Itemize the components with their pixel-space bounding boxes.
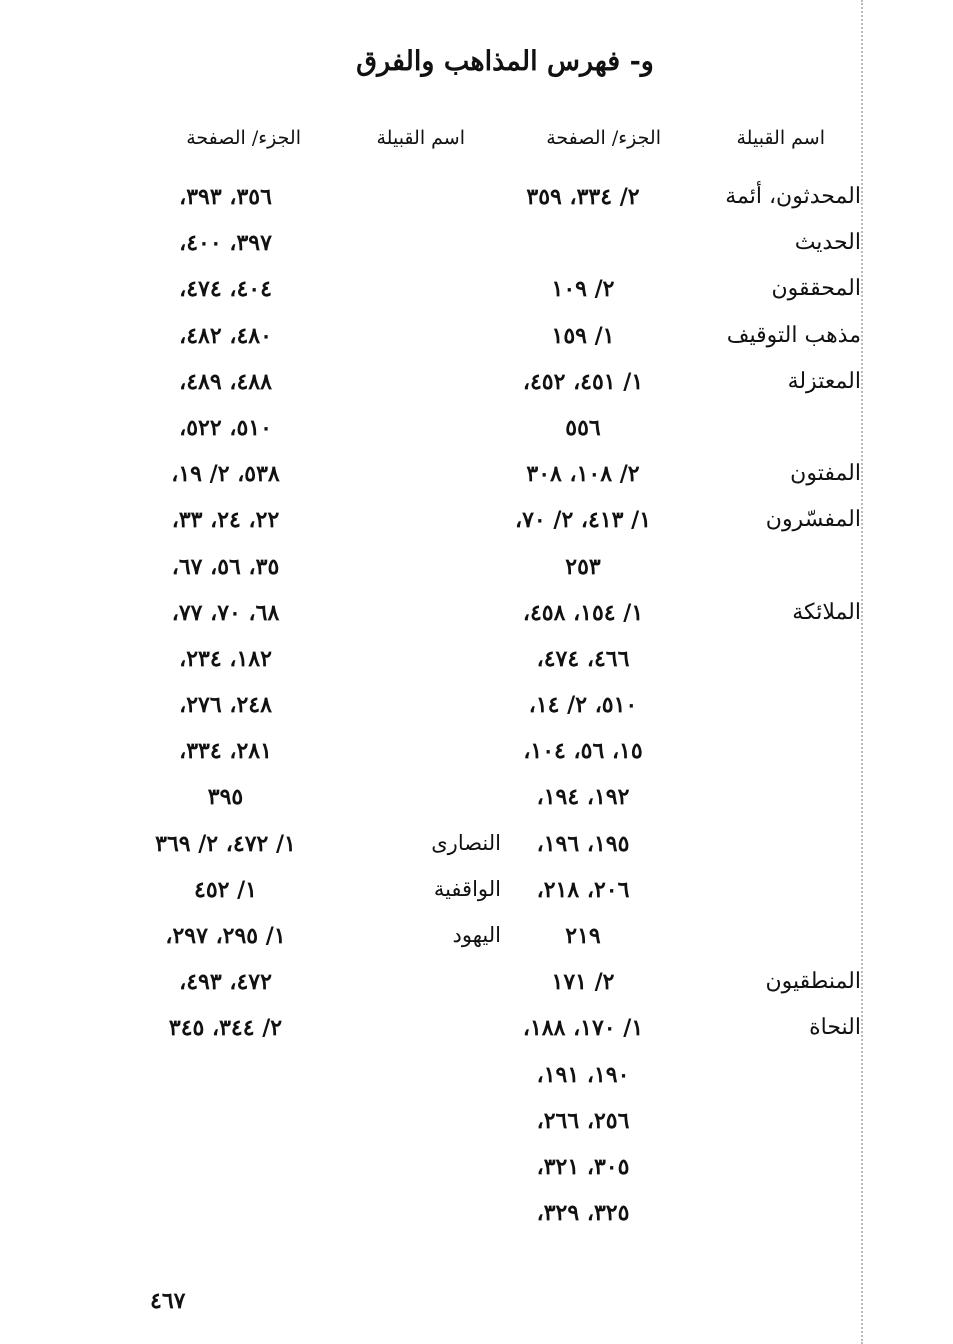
page-refs-1: ٣٢٥، ٣٢٩،	[536, 1200, 630, 1227]
page-refs-2: ٤٠٤، ٤٧٤،	[179, 276, 272, 303]
page-refs-1: ٢/ ١٠٩	[551, 276, 615, 303]
page-refs-2: ٤٨٨، ٤٨٩،	[179, 368, 272, 395]
page-refs-2: ٥١٠، ٥٢٢،	[179, 414, 272, 441]
page-refs-1: ٢١٩	[565, 923, 601, 949]
page-refs-1: ٢/ ٣٣٤، ٣٥٩	[526, 184, 640, 210]
page-refs-1: ٥١٠، ٢/ ١٤،	[528, 692, 638, 719]
page-refs-2: ٦٨، ٧٠، ٧٧،	[171, 599, 280, 626]
page-refs-2: ٢٢، ٢٤، ٣٣،	[171, 507, 280, 534]
page-refs-2: ٢٤٨، ٢٧٦،	[179, 692, 272, 719]
header-pages-col-1: الجزء/ الصفحة	[546, 127, 661, 149]
index-row	[0, 1200, 953, 1246]
index-row	[0, 230, 953, 276]
index-row	[0, 784, 953, 830]
index-row	[0, 415, 953, 461]
page-refs-1: ١/ ١٥٤، ٤٥٨،	[522, 599, 644, 626]
page-refs-2: ١/ ٢٩٥، ٢٩٧،	[165, 923, 286, 949]
header-pages-col-2: الجزء/ الصفحة	[186, 127, 301, 149]
page-refs-2: ٢٨١، ٣٣٤،	[179, 738, 272, 765]
index-row	[0, 554, 953, 600]
page-refs-1: ٢٥٣	[565, 553, 601, 580]
index-row	[0, 600, 953, 646]
page-refs-1: ١/ ١٥٩	[551, 322, 615, 349]
page-refs-1: ١/ ١٧٠، ١٨٨،	[522, 1015, 644, 1042]
group-name-1: المفسّرون	[765, 507, 861, 533]
index-row	[0, 831, 953, 877]
index-row	[0, 969, 953, 1015]
index-row	[0, 738, 953, 784]
group-name-1: النحاة	[809, 1015, 861, 1041]
index-row	[0, 323, 953, 369]
group-name-1: مذهب التوقيف	[726, 322, 861, 348]
index-table	[0, 184, 953, 1246]
index-row	[0, 369, 953, 415]
page-refs-2: ١٨٢، ٢٣٤،	[179, 645, 272, 672]
page-refs-1: ٢/ ١٠٨، ٣٠٨	[526, 461, 640, 488]
group-name-1: المفتون	[790, 461, 861, 487]
page-number: ٤٦٧	[150, 1288, 186, 1314]
page-refs-2: ١/ ٤٧٢، ٢/ ٣٦٩	[155, 830, 296, 857]
group-name-1: الملائكة	[792, 599, 861, 625]
index-row	[0, 692, 953, 738]
page-refs-1: ١٩٥، ١٩٦،	[536, 830, 630, 857]
page-refs-1: ٥٥٦	[565, 414, 601, 441]
page-refs-1: ٢٠٦، ٢١٨،	[536, 876, 630, 903]
page-refs-2: ٣٥، ٥٦، ٦٧،	[171, 553, 280, 580]
page-refs-1: ١/ ٤١٣، ٢/ ٧٠،	[514, 507, 652, 534]
index-row	[0, 646, 953, 692]
index-row	[0, 507, 953, 553]
page-refs-2: ١/ ٤٥٢	[194, 876, 257, 903]
page-refs-2: ٤٨٠، ٤٨٢،	[179, 322, 272, 349]
group-name-1: المحدثون، أئمة	[725, 184, 861, 209]
index-row	[0, 1154, 953, 1200]
group-name-2: الواقفية	[433, 876, 501, 901]
page-refs-1: ٢/ ١٧١	[551, 969, 615, 996]
group-name-1: المعتزلة	[787, 368, 861, 394]
page-refs-1: ٣٠٥، ٣٢١،	[536, 1153, 630, 1180]
group-name-1: المنطقيون	[765, 969, 861, 995]
page-refs-1: ١٥، ٥٦، ١٠٤،	[523, 738, 643, 765]
page-refs-2: ٣٩٧، ٤٠٠،	[179, 230, 272, 257]
page-refs-1: ١٩٠، ١٩١،	[536, 1061, 630, 1088]
index-row	[0, 1062, 953, 1108]
page-title: و- فهرس المذاهب والفرق	[356, 46, 654, 77]
index-row	[0, 461, 953, 507]
group-name-2: النصارى	[431, 830, 501, 855]
index-row	[0, 1015, 953, 1061]
page-refs-2: ٣٥٦، ٣٩٣،	[179, 184, 272, 210]
page-refs-2: ٣٩٥	[207, 784, 244, 811]
index-row	[0, 184, 953, 230]
group-name-1: الحديث	[794, 230, 861, 256]
page-refs-2: ٥٣٨، ٢/ ١٩،	[171, 461, 280, 488]
group-name-1: المحققون	[771, 276, 861, 302]
index-row	[0, 923, 953, 969]
group-name-2: اليهود	[452, 923, 501, 947]
page-refs-1: ١٩٢، ١٩٤،	[536, 784, 630, 811]
header-name-col-2: اسم القبيلة	[376, 127, 465, 149]
header-name-col-1: اسم القبيلة	[736, 127, 825, 149]
index-row	[0, 877, 953, 923]
index-row	[0, 276, 953, 322]
page-refs-1: ١/ ٤٥١، ٤٥٢،	[522, 368, 644, 395]
page-refs-2: ٢/ ٣٤٤، ٣٤٥	[168, 1015, 283, 1042]
page-refs-2: ٤٧٢، ٤٩٣،	[179, 969, 272, 996]
page-refs-1: ٢٥٦، ٢٦٦،	[536, 1107, 630, 1134]
index-row	[0, 1108, 953, 1154]
page-refs-1: ٤٦٦، ٤٧٤،	[536, 645, 630, 672]
